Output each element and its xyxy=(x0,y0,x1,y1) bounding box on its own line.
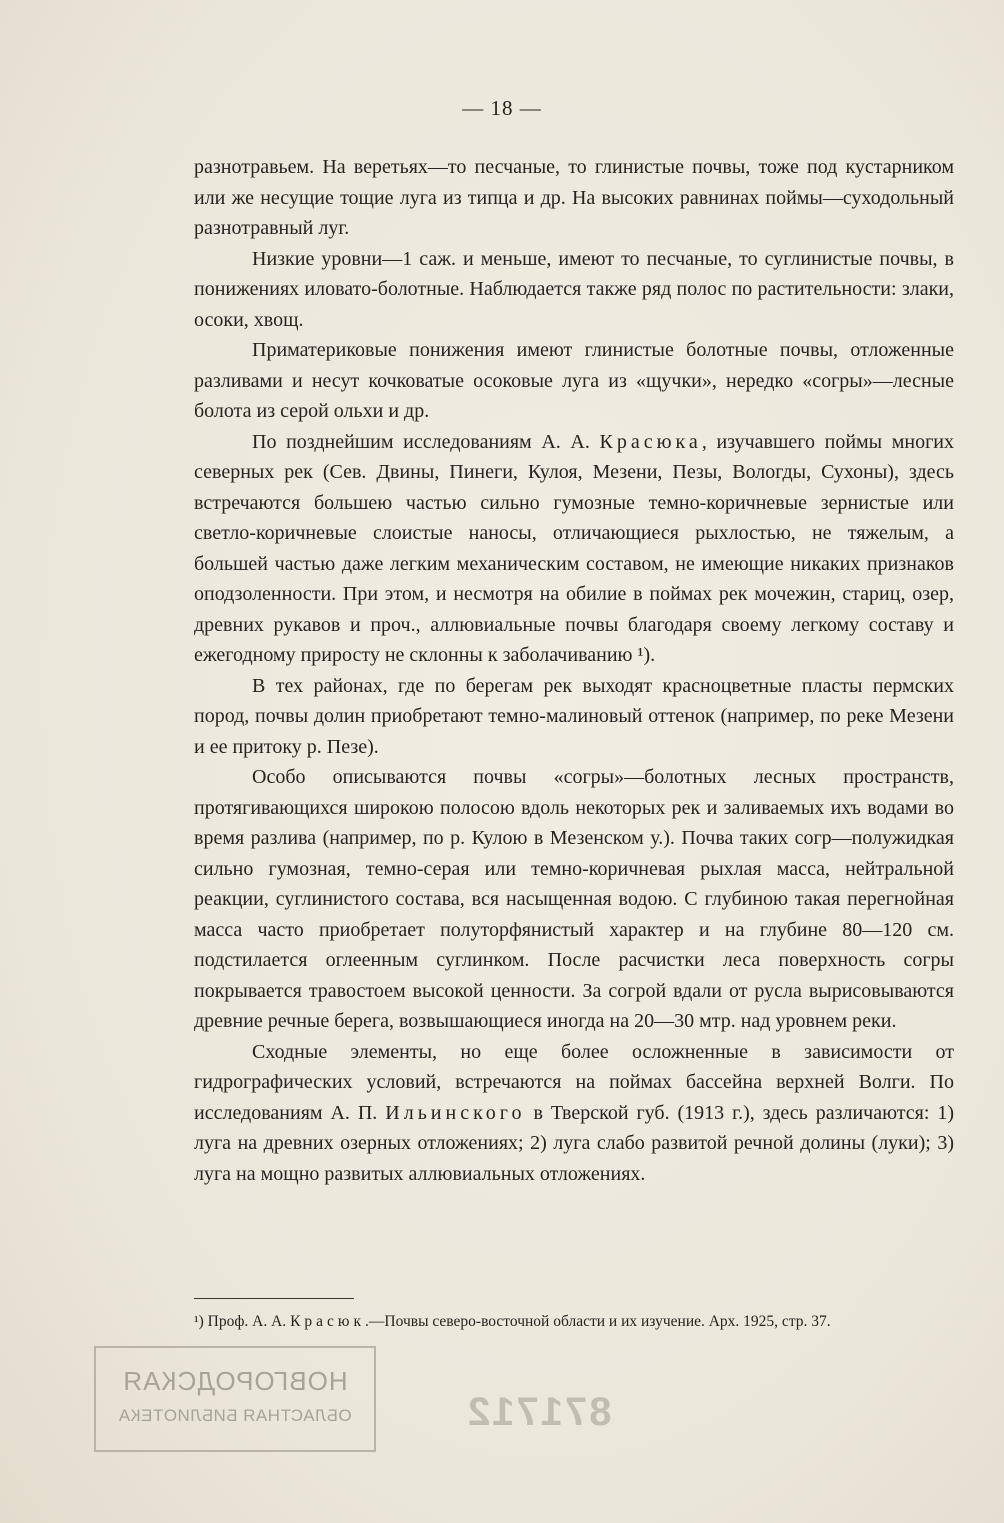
text-run: Низкие уровни—1 саж. и меньше, имеют то песчаные, то суглинистые почвы, в понижениях иловато-болотные. Наблюдается также ряд полос по растительности: злаки, осоки, хвощ. xyxy=(194,247,954,331)
author-name: Красюка xyxy=(599,430,702,453)
footnote-divider xyxy=(194,1298,354,1299)
text-run: .—Почвы северо-восточной области и их изучение. Арх. 1925, стр. 37. xyxy=(365,1313,831,1330)
text-run: Приматериковые понижения имеют глинистые болотные почвы, отложенные разливами и несут кочковатые осоковые луга из «щучки», нередко «согры»—лесные болота из серой ольхи и др. xyxy=(194,339,954,422)
paragraph xyxy=(194,152,954,244)
text-run: разнотравьем. На веретьях—то песчаные, то глинистые почвы, тоже под кустарником или же несущие тощие луга из типца и др. На высоких равнинах поймы—суходольный разнотравный луг. xyxy=(194,156,954,239)
text-run: в Тверской губ. (1913 г.), здесь различаются: 1) луга на древних озерных отложениях; 2) луга слабо развитой речной долины (луки); 3) луга на мощно развитых аллювиальных отложениях. xyxy=(194,1101,954,1185)
text-run: По позднейшим исследованиям А. А. xyxy=(252,430,600,453)
page-number: — 18 — xyxy=(462,96,542,120)
footnotes xyxy=(194,1310,954,1333)
paragraph xyxy=(194,671,954,763)
text-run: , изучавшего поймы многих северных рек (Сев. Двины, Пинеги, Кулоя, Мезени, Пезы, Вологды, Сухоны), здесь встречаются большею частью сильно гумозные темно-коричневые зернистые или светло-коричневые слоистые наносы, отличающиеся рыхлостью, не тяжелым, а большей частью даже легким механическим составом, не имеющие никаких признаков оподзоленности. При этом, и несмотря на обилие в поймах рек мочежин, стариц, озер, древних рукавов и проч., аллювиальные почвы благодаря своему легкому составу и ежегодному приросту не склонны к заболачиванию ¹). xyxy=(194,430,955,666)
author-name: Красюк xyxy=(290,1313,366,1330)
text-run: ¹) Проф. А. А. xyxy=(194,1313,291,1330)
main-text xyxy=(194,152,954,1189)
inventory-number: 871712 xyxy=(466,1390,612,1434)
paragraph xyxy=(194,427,954,671)
paragraph xyxy=(194,335,954,427)
text-run: Сходные элементы, но еще более осложненные в зависимости от гидрографических условий, встречаются на поймах бассейна верхней Волги. По исследованиям А. П. xyxy=(194,1040,954,1124)
paragraph xyxy=(194,1037,954,1190)
stamp-line-1: НОВГОРОДСКАЯ xyxy=(122,1366,348,1396)
library-stamp xyxy=(94,1346,376,1452)
text-run: В тех районах, где по берегам рек выходят красноцветные пласты пермских пород, почвы долин приобретают темно-малиновый оттенок (например, по реке Мезени и ее притоку р. Пезе). xyxy=(194,674,954,758)
text-run: Особо описываются почвы «согры»—болотных лесных пространств, протягивающихся широкою полосою вдоль некоторых рек и заливаемых ихъ водами во время разлива (например, по р. Кулою в Мезенском у.). Почва таких согр—полужидкая сильно гумозная, темно-серая или темно-коричневая рыхлая масса, нейтральной реакции, суглинистого состава, вся насыщенная водою. С глубиною такая перегнойная масса часто приобретает полуторфянистый характер и на глубине 80—120 см. подстилается оглеенным суглинком. После расчистки леса поверхность согры покрывается травостоем высокой ценности. За согрой вдали от русла вырисовываются древние речные берега, возвышающиеся иногда на 20—30 мтр. над уровнем реки. xyxy=(194,766,954,1032)
stamp-line-2: ОБЛАСТНАЯ БИБЛИОТЕКА xyxy=(118,1406,352,1425)
paragraph xyxy=(194,762,954,1037)
author-name: Ильинского xyxy=(385,1101,526,1124)
paragraph xyxy=(194,244,954,336)
footnote-1 xyxy=(194,1310,954,1333)
